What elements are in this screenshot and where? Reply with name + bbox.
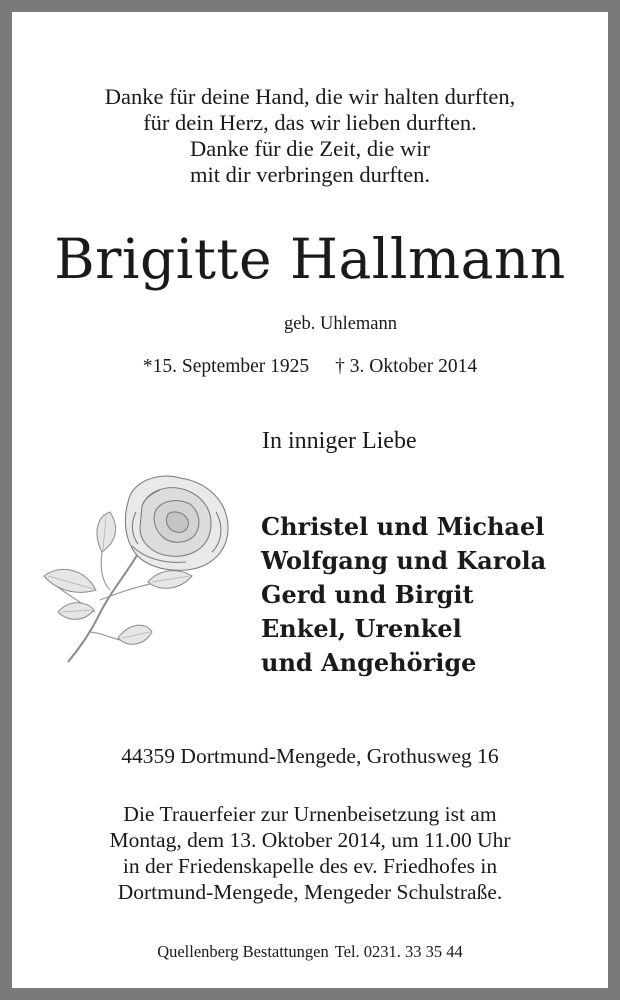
maiden-name: geb. Uhlemann <box>284 314 398 334</box>
closing-phrase: In inniger Liebe <box>262 428 417 454</box>
mourner-line: Enkel, Urenkel <box>261 614 462 643</box>
mourner-line: und Angehörige <box>261 648 477 677</box>
poem-line: Danke für deine Hand, die wir halten durften, <box>104 84 516 109</box>
funeral-notice <box>12 801 608 905</box>
funeral-line: Die Trauerfeier zur Urnenbeisetzung ist am <box>123 802 497 826</box>
rose-icon <box>40 472 240 667</box>
undertaker-info <box>12 942 608 962</box>
poem-line: für dein Herz, das wir lieben durften. <box>143 110 477 135</box>
undertaker-name: Quellenberg Bestattungen <box>157 942 329 961</box>
undertaker-phone: Tel. 0231. 33 35 44 <box>334 942 463 961</box>
poem <box>12 84 608 188</box>
mourner-line: Wolfgang und Karola <box>261 546 547 575</box>
poem-line: mit dir verbringen durften. <box>190 162 430 187</box>
life-dates <box>12 356 608 378</box>
poem-line: Danke für die Zeit, die wir <box>190 136 430 161</box>
funeral-line: in der Friedenskapelle des ev. Friedhofes in <box>122 854 498 878</box>
mourner-line: Gerd und Birgit <box>261 580 474 609</box>
funeral-line: Montag, dem 13. Oktober 2014, um 11.00 Uhr <box>109 828 511 852</box>
mourner-line: Christel und Michael <box>261 512 545 541</box>
deceased-name: Brigitte Hallmann <box>54 227 566 291</box>
death-date: † 3. Oktober 2014 <box>335 356 478 377</box>
funeral-line: Dortmund-Mengede, Mengeder Schulstraße. <box>117 880 503 904</box>
mourners-list <box>261 510 546 680</box>
family-address: 44359 Dortmund-Mengede, Grothusweg 16 <box>121 744 499 768</box>
birth-date: *15. September 1925 <box>142 356 310 377</box>
